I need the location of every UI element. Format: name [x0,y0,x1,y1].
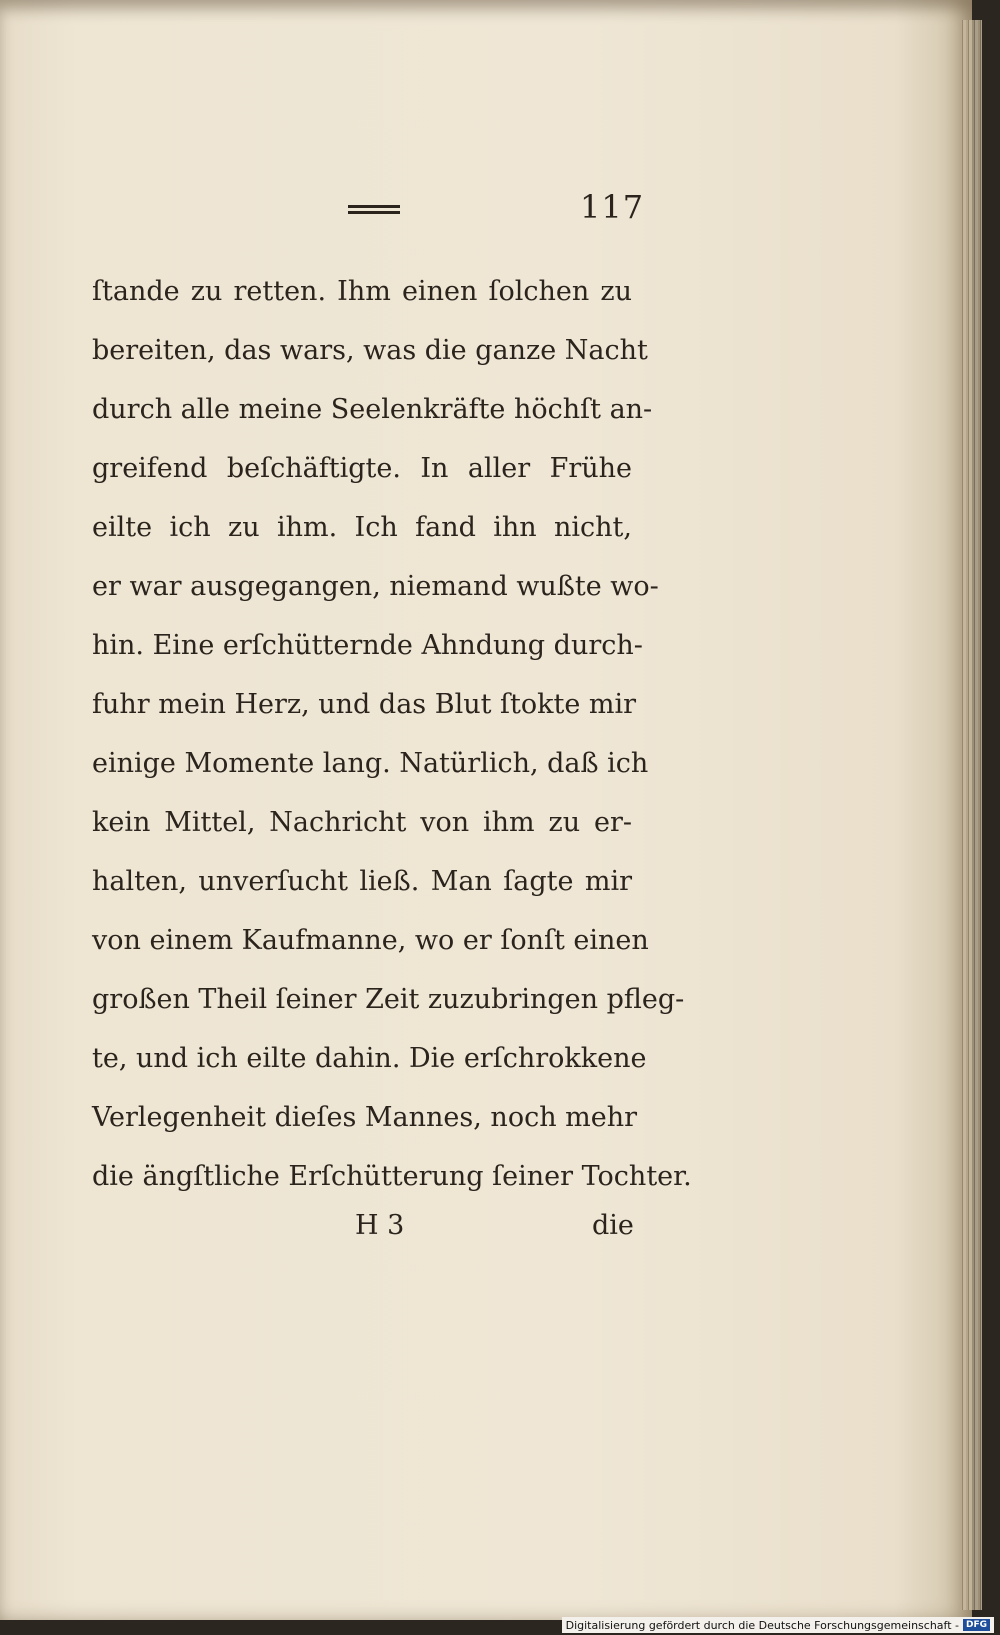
funding-text: Digitalisierung gefördert durch die Deutsche Forschungsgemeinschaft - [565,1618,959,1632]
page-footer [0,1210,972,1250]
text-line: er war ausgegangen, niemand wußte wo- [92,571,659,602]
dfg-logo: DFG [963,1619,990,1631]
text-line: ſtande zu retten. Ihm einen ſolchen zu [92,276,632,307]
header-rule [348,205,400,208]
signature-mark: H 3 [355,1210,405,1241]
text-line: von einem Kaufmanne, wo er ſonſt einen [92,925,649,956]
text-line: kein Mittel, Nachricht von ihm zu er- [92,807,632,838]
text-line: hin. Eine erſchütternde Ahndung durch- [92,630,643,661]
text-line: bereiten, das wars, was die ganze Nacht [92,335,648,366]
text-line: durch alle meine Seelenkräfte höchſt an- [92,394,653,425]
page-edge [960,20,982,1610]
text-line: te, und ich eilte dahin. Die erſchrokkene [92,1043,647,1074]
page-number: 117 [580,188,645,226]
text-line: Verlegenheit dieſes Mannes, noch mehr [92,1102,638,1133]
text-line: fuhr mein Herz, und das Blut ſtokte mir [92,689,637,720]
catchword: die [592,1210,634,1241]
text-line: eilte ich zu ihm. Ich fand ihn nicht, [92,512,632,543]
text-line: die ängſtliche Erſchütterung ſeiner Tochter. [92,1161,692,1192]
text-line: halten, unverſucht ließ. Man ſagte mir [92,866,632,897]
funding-note [562,1617,994,1633]
text-line: großen Theil ſeiner Zeit zuzubringen pfleg- [92,984,685,1015]
body-text [92,262,692,1206]
text-line: einige Momente lang. Natürlich, daß ich [92,748,649,779]
text-line: greifend beſchäftigte. In aller Frühe [92,453,632,484]
